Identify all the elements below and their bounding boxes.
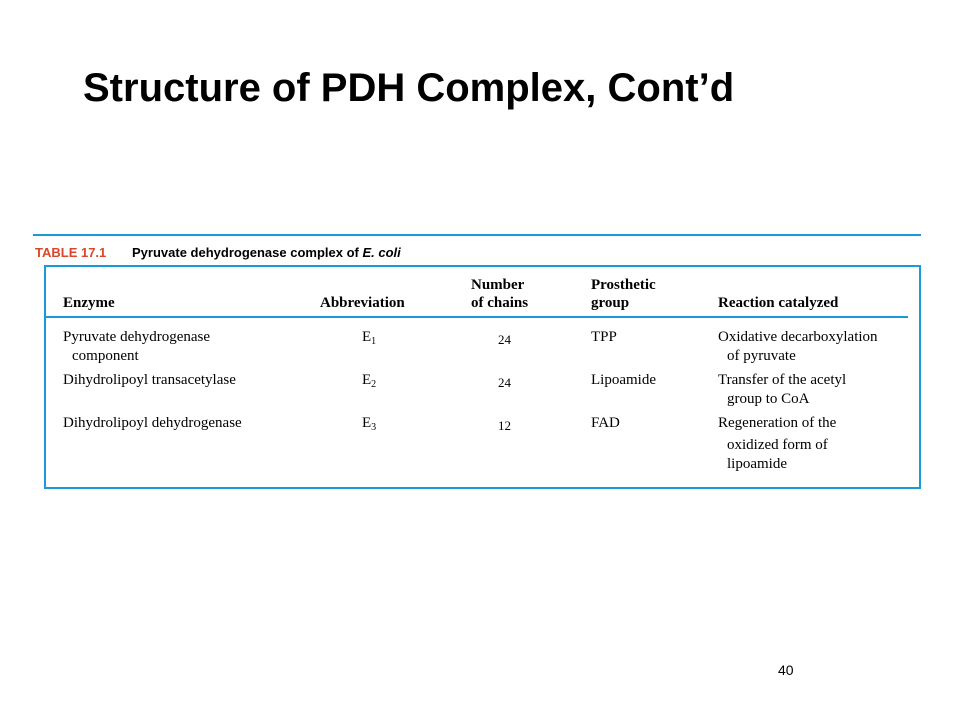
table-header-bar [33,234,921,268]
row-1-reaction-line2: of pyruvate [727,348,796,364]
row-2-enzyme: Dihydrolipoyl transacetylase [63,372,236,388]
row-3-chains: 12 [498,418,511,433]
row-1-reaction-line1: Oxidative decarboxylation [718,329,878,345]
header-chains-line1: Number [471,277,525,293]
row-1-abbr-sub: 1 [371,336,377,347]
row-2-abbr-sub: 2 [371,379,377,390]
row-1-prosthetic: TPP [591,329,617,345]
row-1-abbreviation [362,328,376,347]
row-3-reaction-line3: lipoamide [727,456,787,472]
table-caption [132,245,401,260]
table-caption-text: Pyruvate dehydrogenase complex of [132,245,363,260]
header-divider [44,316,908,318]
row-1-chains: 24 [498,332,511,347]
header-abbreviation: Abbreviation [320,295,405,311]
row-3-reaction [718,414,836,474]
table-label: TABLE 17.1 [35,245,107,260]
row-2-abbreviation [362,371,376,390]
header-reaction: Reaction catalyzed [718,295,839,311]
row-2-reaction [718,371,846,409]
header-prosthetic-line1: Prosthetic [591,277,656,293]
table-figure [33,234,921,489]
row-2-abbr-letter: E [362,372,372,388]
row-3-enzyme: Dihydrolipoyl dehydrogenase [63,415,242,431]
row-3-prosthetic: FAD [591,415,620,431]
row-2-reaction-line2: group to CoA [727,391,810,407]
header-chains-line2: of chains [471,295,529,311]
row-1-enzyme [63,328,210,366]
header-enzyme: Enzyme [63,295,115,311]
header-prosthetic-line2: group [591,295,630,311]
row-1-enzyme-line1: Pyruvate dehydrogenase [63,329,211,345]
row-3-abbr-letter: E [362,415,372,431]
table-caption-organism: E. coli [362,245,401,260]
row-3-abbreviation [362,414,376,433]
row-3-reaction-line2: oxidized form of [727,437,828,453]
row-3-abbr-sub: 3 [371,422,377,433]
header-prosthetic [591,276,656,312]
header-chains [471,276,528,312]
row-3-reaction-line1: Regeneration of the [718,415,837,431]
row-1-abbr-letter: E [362,329,372,345]
row-1-reaction [718,328,878,366]
row-2-reaction-line1: Transfer of the acetyl [718,372,847,388]
row-2-chains: 24 [498,375,511,390]
row-2-prosthetic: Lipoamide [591,372,656,388]
page-number: 40 [778,662,794,678]
row-1-enzyme-line2: component [72,348,139,364]
slide-title: Structure of PDH Complex, Cont’d [83,66,735,110]
